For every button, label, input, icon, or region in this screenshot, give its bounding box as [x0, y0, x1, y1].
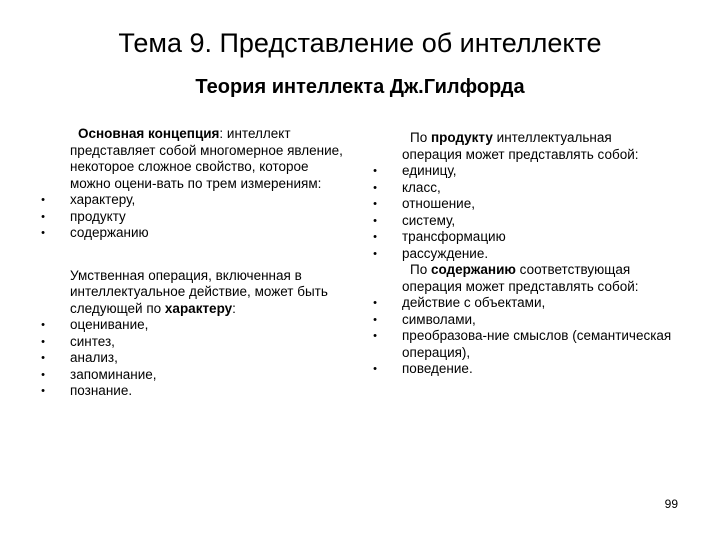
- content-text: соответствующая операция может представлять собой:: [402, 262, 639, 294]
- content-item-text: преобразова-ние смыслов (семантическая операция),: [402, 328, 672, 360]
- product-label: продукту: [430, 130, 493, 145]
- product-pre: По: [410, 130, 431, 145]
- operation-item-text: познание.: [70, 383, 133, 398]
- product-item-text: рассуждение.: [402, 245, 489, 261]
- spacer: [30, 242, 350, 268]
- product-item: [362, 246, 672, 263]
- bullet-icon: •: [373, 247, 377, 260]
- bullet-icon: •: [373, 330, 377, 342]
- content-item-text: действие с объектами,: [402, 295, 546, 310]
- operation-colon: :: [232, 300, 236, 316]
- product-item: [362, 196, 672, 213]
- dimension-item: [30, 192, 350, 209]
- dimension-item-text: содержанию: [70, 225, 149, 240]
- left-column: [30, 126, 350, 400]
- product-text: интеллектуальная операция может представлять собой:: [402, 130, 639, 162]
- slide-subtitle: Теория интеллекта Дж.Гилфорда: [195, 76, 525, 98]
- content-item-text: символами,: [402, 311, 476, 327]
- product-item-text: единицу,: [402, 163, 457, 178]
- operation-paragraph: [30, 268, 350, 318]
- bullet-icon: •: [41, 335, 45, 348]
- content-item: [362, 328, 672, 361]
- bullet-icon: •: [41, 352, 45, 364]
- product-item: [362, 229, 672, 246]
- product-item-text: класс,: [402, 179, 441, 195]
- content-item: [362, 295, 672, 312]
- operation-item-text: анализ,: [70, 350, 118, 365]
- operation-label: характеру: [164, 300, 233, 316]
- dimension-item: [30, 209, 350, 226]
- bullet-icon: •: [41, 194, 45, 206]
- content-item-text: поведение.: [402, 361, 473, 376]
- bullet-icon: •: [41, 210, 45, 223]
- content-paragraph: [362, 262, 672, 295]
- product-item-text: отношение,: [402, 196, 475, 211]
- dimension-item-text: продукту: [70, 208, 126, 224]
- operation-text: Умственная операция, включенная в интеллектуальное действие, может быть следующей по: [70, 267, 328, 316]
- product-item: [362, 163, 672, 180]
- concept-text: : интеллект представляет собой многомерное явление, некоторое сложное свойство, которое можно оцени-вать по трем измерениям:: [70, 126, 343, 191]
- content-item: [362, 312, 672, 329]
- product-item-text: трансформацию: [402, 229, 506, 244]
- operation-item: [30, 317, 350, 334]
- right-column: [362, 130, 672, 378]
- dimension-item: [30, 225, 350, 242]
- bullet-icon: •: [373, 198, 377, 210]
- bullet-icon: •: [373, 181, 377, 194]
- concept-label: Основная концепция: [78, 126, 220, 141]
- operation-item: [30, 383, 350, 400]
- operation-item-text: запоминание,: [70, 366, 157, 382]
- product-item: [362, 180, 672, 197]
- bullet-icon: •: [373, 231, 377, 243]
- bullet-icon: •: [41, 368, 45, 381]
- content-label: содержанию: [430, 262, 516, 277]
- page-number: 99: [664, 497, 678, 511]
- operation-item: [30, 350, 350, 367]
- products-list: [362, 163, 672, 262]
- product-paragraph: [362, 130, 672, 163]
- operation-item-text: оценивание,: [70, 317, 149, 332]
- operation-item: [30, 367, 350, 384]
- content-item: [362, 361, 672, 378]
- dimensions-list: [30, 192, 350, 242]
- bullet-icon: •: [373, 363, 377, 375]
- content-pre: По: [410, 262, 431, 277]
- bullet-icon: •: [41, 227, 45, 239]
- operation-item: [30, 334, 350, 351]
- bullet-icon: •: [373, 313, 377, 326]
- contents-list: [362, 295, 672, 378]
- bullet-icon: •: [373, 297, 377, 309]
- product-item-text: систему,: [402, 212, 456, 228]
- product-item: [362, 213, 672, 230]
- bullet-icon: •: [373, 165, 377, 177]
- bullet-icon: •: [41, 385, 45, 397]
- bullet-icon: •: [41, 319, 45, 331]
- operations-list: [30, 317, 350, 400]
- operation-item-text: синтез,: [70, 333, 115, 349]
- concept-paragraph: [30, 126, 350, 192]
- bullet-icon: •: [373, 214, 377, 227]
- slide-title: Тема 9. Представление об интеллекте: [118, 28, 602, 58]
- dimension-item-text: характеру,: [70, 192, 136, 207]
